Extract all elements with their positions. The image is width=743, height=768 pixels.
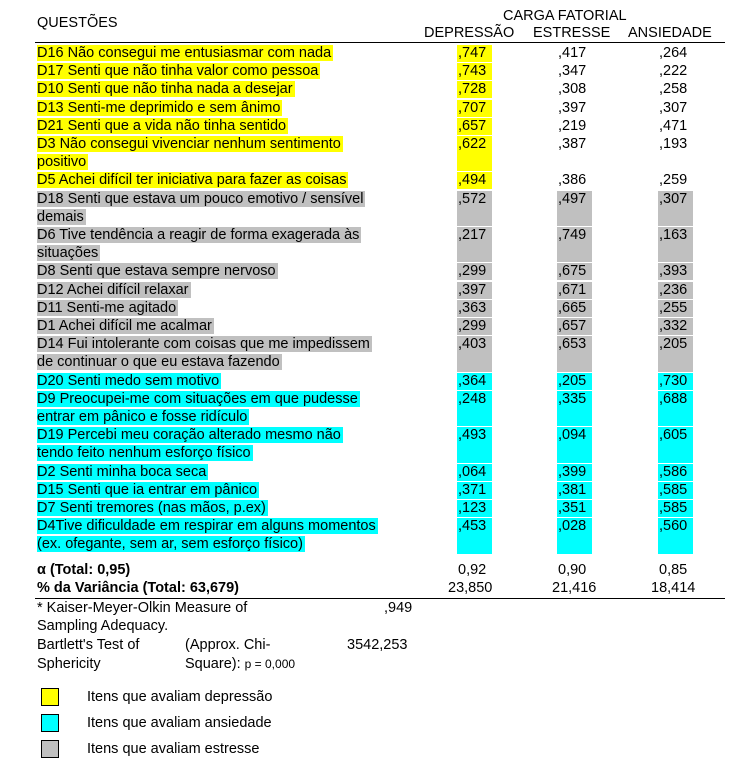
anxiety-loading: ,471 [659, 117, 688, 134]
header-rule [35, 42, 725, 43]
depression-loading: ,371 [457, 482, 492, 499]
question-line [37, 227, 361, 244]
kmo-label-line1: * Kaiser-Meyer-Olkin Measure of [37, 600, 248, 616]
stress-loading: ,028 [557, 518, 592, 553]
question-line [37, 100, 282, 117]
question-text: (ex. ofegante, sem ar, sem esforço físico) [37, 536, 303, 553]
stress-loading: ,665 [557, 300, 592, 317]
question-text: D14 Fui intolerante com coisas que me impedissem [37, 336, 370, 353]
question-text: D16 Não consegui me entusiasmar com nada [37, 45, 332, 61]
question-line [37, 518, 378, 535]
p-value: p = 0,000 [244, 657, 296, 671]
question-text: D4Tive dificuldade em respirar em alguns momentos [37, 518, 376, 535]
question-text: entrar em pânico e fosse ridículo [37, 409, 248, 425]
bartlett-label-line2: Sphericity [37, 656, 101, 672]
question-text: demais [37, 208, 84, 225]
loading-group-header: CARGA FATORIAL [503, 8, 627, 24]
depression-loading: ,743 [457, 63, 492, 80]
anxiety-loading: ,205 [658, 336, 693, 371]
variance-depression: 23,850 [448, 580, 493, 596]
stress-loading: ,219 [558, 117, 587, 134]
bartlett-label-line1: Bartlett's Test of [37, 637, 140, 653]
depression-column-header: DEPRESSÃO [424, 25, 515, 41]
variance-label: % da Variância (Total: 63,679) [37, 580, 240, 596]
kmo-label-line2: Sampling Adequacy. [37, 618, 169, 634]
stress-loading: ,653 [557, 336, 592, 371]
question-line [37, 300, 178, 317]
question-text: positivo [37, 154, 87, 171]
question-line [37, 373, 221, 390]
stress-loading: ,094 [557, 427, 592, 462]
depression-loading: ,494 [457, 172, 492, 189]
question-text: D10 Senti que não tinha nada a desejar [37, 81, 293, 98]
question-text: D7 Senti tremores (nas mãos, p.ex) [37, 500, 266, 516]
legend-label-anxiety: Itens que avaliam ansiedade [87, 715, 272, 731]
stress-loading: ,351 [557, 500, 592, 517]
question-text: D6 Tive tendência a reagir de forma exagerada às [37, 227, 360, 243]
stress-loading: ,381 [557, 482, 592, 499]
depression-loading: ,572 [457, 191, 492, 226]
stress-loading: ,675 [557, 263, 592, 280]
stress-loading: ,308 [558, 81, 587, 98]
alpha-depression: 0,92 [458, 562, 487, 578]
stress-loading: ,671 [557, 282, 592, 299]
question-text: D1 Achei difícil me acalmar [37, 318, 212, 334]
question-line [37, 354, 282, 371]
question-text: D11 Senti-me agitado [37, 299, 177, 316]
depression-loading: ,123 [457, 500, 492, 517]
anxiety-loading: ,307 [659, 99, 688, 116]
stress-loading: ,397 [558, 99, 587, 116]
question-line [37, 154, 88, 171]
legend-swatch-depression [41, 688, 59, 706]
stress-loading: ,386 [558, 172, 587, 189]
kmo-value: ,949 [384, 600, 413, 616]
question-text: tendo feito nenhum esforço físico [37, 445, 251, 462]
anxiety-loading: ,259 [659, 172, 688, 189]
stress-loading: ,399 [557, 464, 592, 481]
question-line [37, 63, 320, 80]
alpha-stress: 0,90 [558, 562, 587, 578]
anxiety-loading: ,222 [659, 63, 688, 80]
anxiety-loading: ,585 [658, 482, 693, 499]
question-line [37, 81, 295, 98]
question-text: situações [37, 245, 99, 262]
anxiety-loading: ,236 [658, 282, 693, 299]
approx-label-text: Square): [185, 656, 245, 672]
depression-loading: ,217 [457, 227, 492, 262]
question-text: D8 Senti que estava sempre nervoso [37, 263, 276, 280]
question-line [37, 409, 249, 426]
question-text: D2 Senti minha boca seca [37, 463, 207, 480]
legend-swatch-stress [41, 740, 59, 758]
question-text: D13 Senti-me deprimido e sem ânimo [37, 99, 281, 116]
question-text: D18 Senti que estava um pouco emotivo / sensível [37, 190, 364, 207]
anxiety-loading: ,585 [658, 500, 693, 517]
anxiety-loading: ,307 [658, 191, 693, 226]
stress-loading: ,497 [557, 191, 592, 226]
anxiety-loading: ,264 [659, 45, 688, 61]
depression-loading: ,403 [457, 336, 492, 371]
question-line [37, 263, 278, 280]
question-text: D9 Preocupei-me com situações em que pudesse [37, 390, 358, 407]
question-text: D5 Achei difícil ter iniciativa para fazer as coisas [37, 172, 347, 189]
depression-loading: ,657 [457, 118, 492, 135]
question-line [37, 209, 86, 226]
question-line [37, 172, 348, 189]
depression-loading: ,622 [457, 136, 492, 171]
question-text: D3 Não consegui vivenciar nenhum sentimento [37, 136, 341, 152]
stress-loading: ,205 [557, 373, 592, 390]
depression-loading: ,397 [457, 282, 492, 299]
question-text: D17 Senti que não tinha valor como pessoa [37, 63, 319, 80]
depression-loading: ,453 [457, 518, 492, 553]
table-bottom-rule [35, 598, 725, 599]
stress-loading: ,749 [557, 227, 592, 262]
stress-loading: ,657 [557, 318, 592, 335]
depression-loading: ,707 [457, 100, 492, 117]
question-text: D15 Senti que ia entrar em pânico [37, 481, 258, 498]
anxiety-loading: ,193 [659, 136, 688, 152]
question-line [37, 536, 305, 553]
depression-loading: ,299 [457, 318, 492, 335]
variance-stress: 21,416 [552, 580, 597, 596]
legend-swatch-anxiety [41, 714, 59, 732]
depression-loading: ,747 [457, 45, 492, 62]
anxiety-loading: ,730 [658, 373, 693, 390]
depression-loading: ,364 [457, 373, 492, 390]
anxiety-loading: ,393 [658, 263, 693, 280]
approx-label-line1: (Approx. Chi- [185, 637, 271, 653]
question-line [37, 318, 214, 335]
alpha-label: α (Total: 0,95) [37, 562, 131, 578]
question-line [37, 500, 268, 517]
question-text: D20 Senti medo sem motivo [37, 372, 220, 389]
anxiety-loading: ,332 [658, 318, 693, 335]
alpha-anxiety: 0,85 [659, 562, 688, 578]
question-line [37, 118, 288, 135]
stress-loading: ,387 [558, 136, 587, 152]
stress-column-header: ESTRESSE [533, 25, 611, 41]
question-line [37, 45, 333, 62]
bartlett-value: 3542,253 [347, 637, 408, 653]
anxiety-loading: ,560 [658, 518, 693, 553]
anxiety-column-header: ANSIEDADE [628, 25, 712, 41]
questions-header: QUESTÕES [37, 15, 118, 31]
depression-loading: ,363 [457, 300, 492, 317]
depression-loading: ,248 [457, 391, 492, 426]
anxiety-loading: ,255 [658, 300, 693, 317]
question-line [37, 482, 259, 499]
question-line [37, 427, 343, 444]
depression-loading: ,064 [457, 464, 492, 481]
approx-label-line2 [185, 656, 295, 673]
question-text: de continuar o que eu estava fazendo [37, 354, 280, 371]
question-line [37, 336, 372, 353]
stress-loading: ,347 [558, 63, 587, 80]
stress-loading: ,417 [558, 45, 587, 61]
variance-anxiety: 18,414 [651, 580, 696, 596]
question-line [37, 391, 360, 408]
anxiety-loading: ,586 [658, 464, 693, 481]
stress-loading: ,335 [557, 391, 592, 426]
question-line [37, 191, 365, 208]
question-text: D12 Achei difícil relaxar [37, 281, 189, 298]
anxiety-loading: ,163 [658, 227, 693, 262]
question-line [37, 445, 253, 462]
question-text: D19 Percebi meu coração alterado mesmo não [37, 427, 341, 444]
legend-label-depression: Itens que avaliam depressão [87, 689, 273, 705]
depression-loading: ,299 [457, 263, 492, 280]
anxiety-loading: ,688 [658, 391, 693, 426]
legend-label-stress: Itens que avaliam estresse [87, 741, 260, 757]
question-line [37, 136, 343, 153]
depression-loading: ,728 [457, 81, 492, 98]
anxiety-loading: ,258 [659, 81, 688, 98]
question-line [37, 282, 191, 299]
question-line [37, 245, 100, 262]
question-line [37, 464, 208, 481]
anxiety-loading: ,605 [658, 427, 693, 462]
question-text: D21 Senti que a vida não tinha sentido [37, 117, 287, 134]
depression-loading: ,493 [457, 427, 492, 462]
